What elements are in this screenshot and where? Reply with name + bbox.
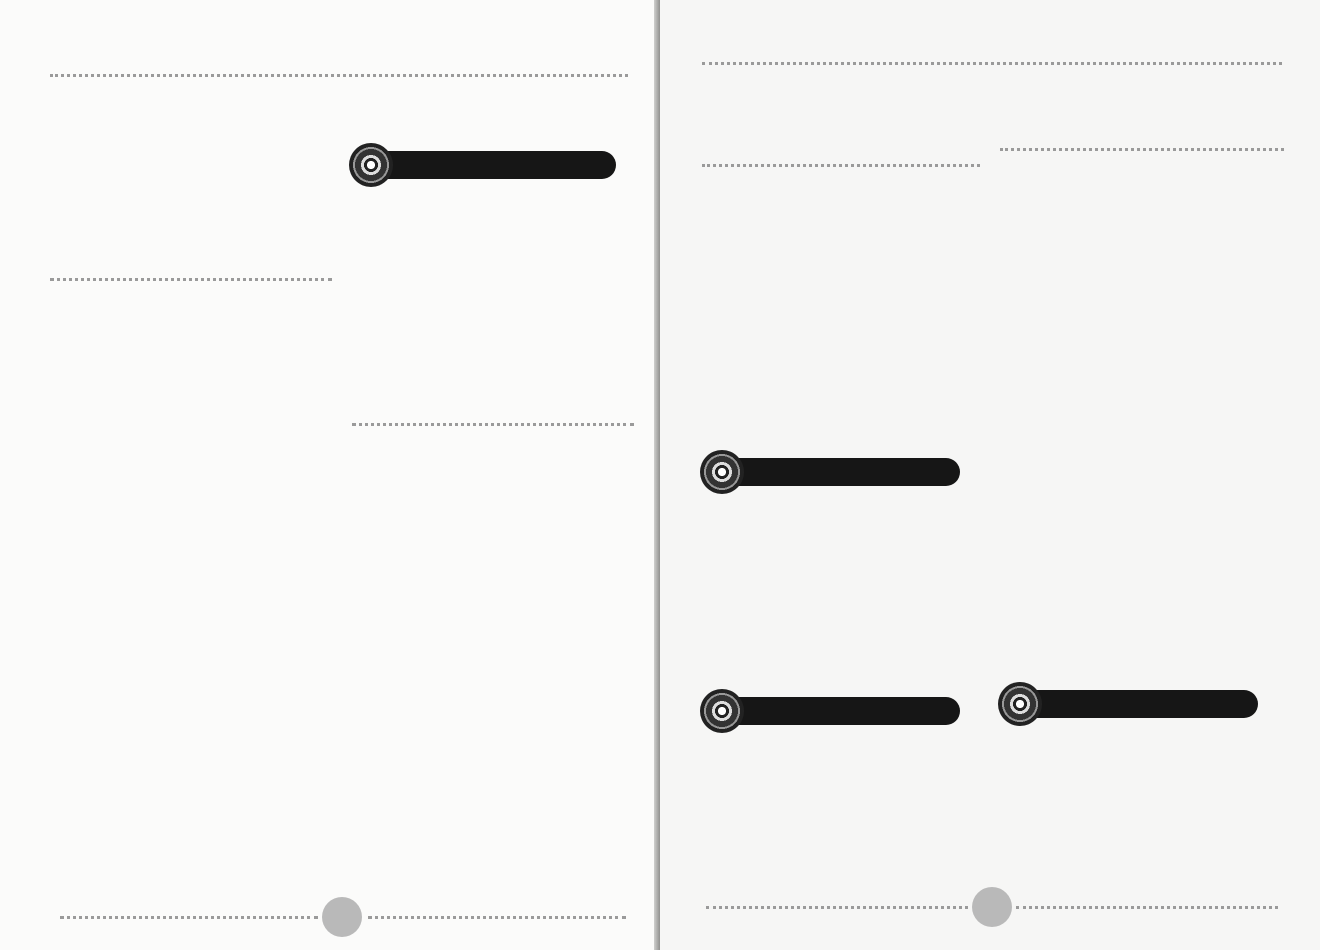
page-number bbox=[972, 887, 1012, 927]
rhythm-notation bbox=[660, 0, 1320, 950]
divider bbox=[60, 916, 318, 919]
page-number bbox=[322, 897, 362, 937]
divider bbox=[368, 916, 626, 919]
divider bbox=[1016, 906, 1278, 909]
right-page bbox=[660, 0, 1320, 950]
divider bbox=[706, 906, 968, 909]
